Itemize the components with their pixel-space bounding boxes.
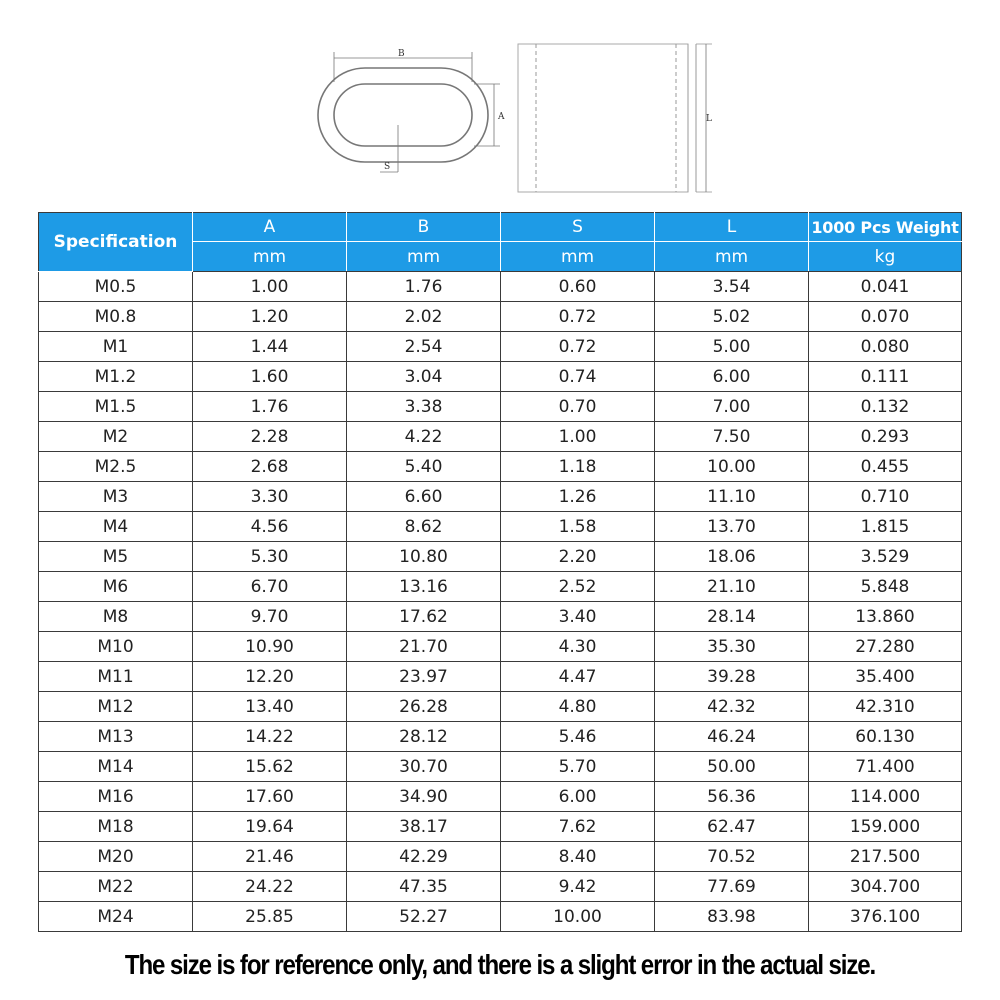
- cell-spec: M0.8: [39, 302, 193, 332]
- cell-a: 10.90: [193, 632, 347, 662]
- cell-s: 1.58: [501, 512, 655, 542]
- cell-weight: 304.700: [809, 872, 962, 902]
- cell-spec: M22: [39, 872, 193, 902]
- table-row: [39, 512, 962, 542]
- cell-a: 15.62: [193, 752, 347, 782]
- cell-l: 11.10: [655, 482, 809, 512]
- table-row: [39, 422, 962, 452]
- table-row: [39, 692, 962, 722]
- table-row: [39, 602, 962, 632]
- cell-s: 0.70: [501, 392, 655, 422]
- cell-a: 2.68: [193, 452, 347, 482]
- label-b: B: [398, 49, 405, 59]
- cell-s: 10.00: [501, 902, 655, 932]
- cell-a: 14.22: [193, 722, 347, 752]
- cell-l: 6.00: [655, 362, 809, 392]
- cell-a: 24.22: [193, 872, 347, 902]
- cell-spec: M12: [39, 692, 193, 722]
- table-row: [39, 872, 962, 902]
- cell-spec: M18: [39, 812, 193, 842]
- header-specification: Specification: [39, 213, 193, 272]
- cell-b: 30.70: [347, 752, 501, 782]
- table-row: [39, 302, 962, 332]
- header-unit-s: mm: [501, 242, 655, 272]
- table-row: [39, 782, 962, 812]
- table-row: [39, 542, 962, 572]
- table-row: [39, 482, 962, 512]
- cell-spec: M3: [39, 482, 193, 512]
- header-col-weight: 1000 Pcs Weight: [809, 213, 962, 242]
- header-col-b: B: [347, 213, 501, 242]
- cell-b: 3.04: [347, 362, 501, 392]
- cell-b: 42.29: [347, 842, 501, 872]
- cell-a: 6.70: [193, 572, 347, 602]
- cell-spec: M11: [39, 662, 193, 692]
- cell-s: 0.74: [501, 362, 655, 392]
- cell-spec: M4: [39, 512, 193, 542]
- cell-b: 52.27: [347, 902, 501, 932]
- cell-a: 3.30: [193, 482, 347, 512]
- cell-s: 2.20: [501, 542, 655, 572]
- cell-b: 28.12: [347, 722, 501, 752]
- cell-s: 1.18: [501, 452, 655, 482]
- cell-weight: 0.080: [809, 332, 962, 362]
- table-row: [39, 572, 962, 602]
- cell-a: 1.00: [193, 272, 347, 302]
- cell-weight: 0.132: [809, 392, 962, 422]
- table-row: [39, 662, 962, 692]
- cell-l: 83.98: [655, 902, 809, 932]
- header-col-s: S: [501, 213, 655, 242]
- cell-l: 10.00: [655, 452, 809, 482]
- table-row: [39, 722, 962, 752]
- cell-b: 6.60: [347, 482, 501, 512]
- cell-a: 13.40: [193, 692, 347, 722]
- table-row: [39, 632, 962, 662]
- cell-spec: M8: [39, 602, 193, 632]
- cell-s: 4.47: [501, 662, 655, 692]
- cell-s: 3.40: [501, 602, 655, 632]
- cell-l: 35.30: [655, 632, 809, 662]
- cell-a: 9.70: [193, 602, 347, 632]
- oval-end-view: [318, 52, 500, 172]
- cell-b: 13.16: [347, 572, 501, 602]
- table-row: [39, 272, 962, 302]
- cell-b: 23.97: [347, 662, 501, 692]
- cell-b: 8.62: [347, 512, 501, 542]
- cell-l: 5.00: [655, 332, 809, 362]
- cell-spec: M2: [39, 422, 193, 452]
- cell-s: 4.30: [501, 632, 655, 662]
- cell-weight: 0.293: [809, 422, 962, 452]
- cell-s: 7.62: [501, 812, 655, 842]
- cell-weight: 0.111: [809, 362, 962, 392]
- cell-weight: 114.000: [809, 782, 962, 812]
- cell-s: 9.42: [501, 872, 655, 902]
- size-disclaimer: The size is for reference only, and there is a slight error in the actual size.: [124, 949, 876, 980]
- header-unit-b: mm: [347, 242, 501, 272]
- cell-l: 21.10: [655, 572, 809, 602]
- cell-weight: 0.455: [809, 452, 962, 482]
- cell-b: 47.35: [347, 872, 501, 902]
- cell-l: 42.32: [655, 692, 809, 722]
- cell-weight: 13.860: [809, 602, 962, 632]
- cell-spec: M20: [39, 842, 193, 872]
- cell-spec: M1.5: [39, 392, 193, 422]
- cell-weight: 0.710: [809, 482, 962, 512]
- cell-b: 26.28: [347, 692, 501, 722]
- cell-spec: M1: [39, 332, 193, 362]
- cell-weight: 60.130: [809, 722, 962, 752]
- cell-a: 1.76: [193, 392, 347, 422]
- cell-l: 62.47: [655, 812, 809, 842]
- cell-weight: 5.848: [809, 572, 962, 602]
- cell-spec: M16: [39, 782, 193, 812]
- cell-weight: 0.070: [809, 302, 962, 332]
- cell-spec: M0.5: [39, 272, 193, 302]
- side-view: [518, 44, 712, 192]
- cell-l: 7.00: [655, 392, 809, 422]
- cell-b: 2.54: [347, 332, 501, 362]
- cell-b: 34.90: [347, 782, 501, 812]
- table-header: [39, 213, 962, 272]
- cell-l: 50.00: [655, 752, 809, 782]
- cell-weight: 0.041: [809, 272, 962, 302]
- cell-l: 28.14: [655, 602, 809, 632]
- cell-a: 21.46: [193, 842, 347, 872]
- cell-s: 0.72: [501, 302, 655, 332]
- cell-b: 1.76: [347, 272, 501, 302]
- cell-s: 1.26: [501, 482, 655, 512]
- sleeve-dimension-diagram: [0, 0, 1000, 210]
- cell-s: 0.72: [501, 332, 655, 362]
- cell-a: 17.60: [193, 782, 347, 812]
- cell-l: 13.70: [655, 512, 809, 542]
- cell-weight: 217.500: [809, 842, 962, 872]
- table-row: [39, 842, 962, 872]
- cell-a: 1.60: [193, 362, 347, 392]
- header-unit-a: mm: [193, 242, 347, 272]
- cell-l: 7.50: [655, 422, 809, 452]
- table-row: [39, 752, 962, 782]
- cell-a: 1.44: [193, 332, 347, 362]
- cell-s: 6.00: [501, 782, 655, 812]
- cell-l: 18.06: [655, 542, 809, 572]
- cell-weight: 1.815: [809, 512, 962, 542]
- cell-s: 1.00: [501, 422, 655, 452]
- table-row: [39, 812, 962, 842]
- cell-spec: M14: [39, 752, 193, 782]
- cell-a: 5.30: [193, 542, 347, 572]
- cell-a: 12.20: [193, 662, 347, 692]
- cell-l: 46.24: [655, 722, 809, 752]
- cell-s: 0.60: [501, 272, 655, 302]
- cell-b: 38.17: [347, 812, 501, 842]
- cell-spec: M6: [39, 572, 193, 602]
- cell-s: 8.40: [501, 842, 655, 872]
- cell-l: 77.69: [655, 872, 809, 902]
- cell-b: 21.70: [347, 632, 501, 662]
- cell-l: 39.28: [655, 662, 809, 692]
- cell-b: 2.02: [347, 302, 501, 332]
- cell-spec: M2.5: [39, 452, 193, 482]
- header-col-a: A: [193, 213, 347, 242]
- cell-weight: 376.100: [809, 902, 962, 932]
- cell-weight: 159.000: [809, 812, 962, 842]
- cell-a: 25.85: [193, 902, 347, 932]
- cell-a: 2.28: [193, 422, 347, 452]
- table-body: [39, 272, 962, 932]
- label-a: A: [498, 112, 505, 122]
- cell-l: 3.54: [655, 272, 809, 302]
- cell-spec: M13: [39, 722, 193, 752]
- cell-a: 4.56: [193, 512, 347, 542]
- cell-b: 17.62: [347, 602, 501, 632]
- cell-b: 4.22: [347, 422, 501, 452]
- cell-weight: 71.400: [809, 752, 962, 782]
- cell-weight: 35.400: [809, 662, 962, 692]
- cell-b: 5.40: [347, 452, 501, 482]
- cell-l: 70.52: [655, 842, 809, 872]
- table-row: [39, 452, 962, 482]
- cell-weight: 42.310: [809, 692, 962, 722]
- cell-spec: M5: [39, 542, 193, 572]
- label-l: L: [706, 114, 712, 124]
- cell-weight: 27.280: [809, 632, 962, 662]
- cell-weight: 3.529: [809, 542, 962, 572]
- cell-s: 2.52: [501, 572, 655, 602]
- label-s: S: [384, 162, 391, 172]
- cell-spec: M24: [39, 902, 193, 932]
- cell-l: 5.02: [655, 302, 809, 332]
- cell-spec: M1.2: [39, 362, 193, 392]
- table-row: [39, 332, 962, 362]
- cell-spec: M10: [39, 632, 193, 662]
- cell-a: 19.64: [193, 812, 347, 842]
- header-unit-l: mm: [655, 242, 809, 272]
- cell-l: 56.36: [655, 782, 809, 812]
- table-row: [39, 392, 962, 422]
- header-unit-weight: kg: [809, 242, 962, 272]
- cell-s: 4.80: [501, 692, 655, 722]
- header-col-l: L: [655, 213, 809, 242]
- cell-b: 10.80: [347, 542, 501, 572]
- table-row: [39, 362, 962, 392]
- cell-s: 5.70: [501, 752, 655, 782]
- specification-table: [38, 212, 962, 932]
- cell-a: 1.20: [193, 302, 347, 332]
- cell-s: 5.46: [501, 722, 655, 752]
- cell-b: 3.38: [347, 392, 501, 422]
- table-row: [39, 902, 962, 932]
